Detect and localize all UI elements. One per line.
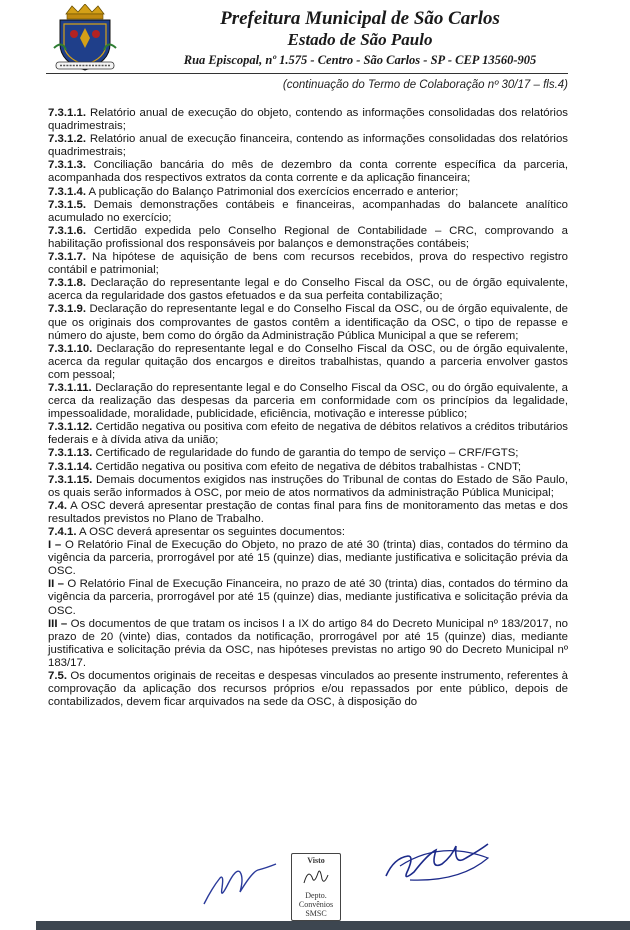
clause-paragraph [48,578,568,617]
clause-number: 7.3.1.9. [48,303,86,316]
clause-number: 7.4. [48,499,67,512]
header-divider [46,73,568,74]
continuation-note: (continuação do Termo de Colaboração nº 30/17 – fls.4) [282,79,568,91]
clause-number: I – [48,539,62,552]
clause-text: Declaração do representante legal e do Conselho Fiscal da OSC, ou de órgão equivalente, de que os originais dos comprovantes de gastos contêm a identificação da OSC, o tipo de repasse e número do ajuste, bem como do órgão da Administração Pública Municipal a que se referem; [48,303,568,342]
clause-number: 7.3.1.15. [48,473,93,486]
clause-number: 7.5. [48,670,67,683]
clause-text: Demais documentos exigidos nas instruções do Tribunal de contas do Estado de São Paulo, os quais serão informados à OSC, por meio de atos normativos da administração Pública Municipal; [48,473,569,499]
clause-paragraph [48,670,568,709]
clause-paragraph [48,382,568,421]
clause-text: A OSC deverá apresentar os seguintes documentos: [79,526,345,538]
clause-text: Demais demonstrações contábeis e financeiras, acompanhadas do balancete analítico acumulado no exercício; [48,198,568,224]
clause-number: 7.3.1.3. [48,159,86,172]
clause-paragraph [48,303,568,342]
clause-paragraph [48,447,568,460]
clause-number: 7.3.1.4. [48,185,86,198]
scan-edge-bar [36,921,630,930]
clause-text: O Relatório Final de Execução Financeira, no prazo de até 30 (trinta) dias, contados do término da vigência da parceria, prorrogável por até 15 (quinze) dias, mediante justificativa e solicitação prévia da OSC. [48,578,568,617]
clause-text: Declaração do representante legal e do Conselho Fiscal da OSC, ou de órgão equivalente, acerca da regularidade dos gastos efetuados e da sua perfeita contabilização; [48,277,568,303]
signature-left [200,858,280,908]
clause-paragraph [48,159,568,185]
clause-text: Certidão negativa ou positiva com efeito de negativa de débitos trabalhistas - CNDT; [95,460,522,473]
clause-paragraph [48,133,568,159]
clause-text: O Relatório Final de Execução do Objeto, no prazo de até 30 (trinta) dias, contados do término da vigência da parceria, prorrogável por até 15 (quinze) dias, mediante justificativa e solicitação prévia da OSC. [48,539,569,578]
clause-number: 7.3.1.10. [48,342,93,355]
clause-paragraph [48,225,568,251]
clause-number: 7.3.1.11. [48,381,92,394]
letterhead [120,8,600,68]
stamp-line2: Convênios [298,900,334,909]
clause-paragraph [48,461,568,474]
clause-text: A OSC deverá apresentar prestação de contas final para fins de monitoramento das metas e dos resultados previstos no Plano de Trabalho. [48,499,568,525]
clause-paragraph [48,343,568,382]
clause-number: 7.3.1.5. [48,198,86,211]
clause-text: Os documentos originais de receitas e despesas vinculados ao presente instrumento, referentes à comprovação da aplicação dos recursos próprios e/ou repassados por ente público, depois de contabilizados, devem ficar arquivados na sede da OSC, à disposição do [48,670,568,709]
clause-number: 7.3.1.2. [48,133,86,146]
clause-number: 7.3.1.12. [48,421,93,434]
letterhead-title: Prefeitura Municipal de São Carlos [220,8,500,29]
clause-text: Declaração do representante legal e do Conselho Fiscal da OSC, ou do órgão equivalente, a cerca da realização das despesas da parceria em conformidade com os princípios da legalidade, impessoalidade, moralidade, publicidade, eficiência, motivação e interesse público; [48,381,568,421]
stamp-line3: SMSC [305,909,327,918]
clause-paragraph [48,421,568,447]
stamp-line1: Depto. [305,891,327,900]
clause-text: Certidão expedida pelo Conselho Regional de Contabilidade – CRC, comprovando a habilitação profissional dos responsáveis por balanços e demonstrações contábeis; [48,224,568,250]
stamp-visto: Visto [307,856,325,865]
clause-number: 7.3.1.1. [48,107,86,119]
letterhead-subtitle: Estado de São Paulo [287,30,433,49]
clause-text: Os documentos de que tratam os incisos I a IX do artigo 84 do Decreto Municipal nº 183/2017, no prazo de 20 (vinte) dias, contados da notificação, prorrogável por até 15 (quinze) dias, mediante justificativa e solicitação prévia da OSC, nas hipóteses previstas no artigo 90 do Decreto Municipal nº 183/17. [48,617,569,669]
approval-stamp [291,853,341,921]
clause-text: Relatório anual de execução financeira, contendo as informações consolidadas dos relatórios quadrimestrais; [48,133,568,159]
letterhead-address: Rua Episcopal, nº 1.575 - Centro - São Carlos - SP - CEP 13560-905 [183,53,537,67]
clause-text: Certidão negativa ou positiva com efeito de negativa de débitos relativos a créditos tributários federais e à dívida ativa da união; [48,421,569,447]
clause-text: Na hipótese de aquisição de bens com recursos recebidos, prova do respectivo registro contábil e patrimonial; [48,251,569,277]
clause-text: Relatório anual de execução do objeto, contendo as informações consolidadas dos relatórios quadrimestrais; [48,107,568,133]
clause-text: Certificado de regularidade do fundo de garantia do tempo de serviço – CRF/FGTS; [95,447,519,460]
document-body [48,107,568,709]
clause-number: 7.3.1.8. [48,277,86,290]
signature-right [380,836,495,894]
clause-paragraph [48,618,568,670]
clause-number: 7.4.1. [48,526,77,538]
clause-paragraph [48,186,568,199]
clause-paragraph [48,277,568,303]
clause-number: 7.3.1.14. [48,460,93,473]
clause-paragraph [48,500,568,526]
clause-paragraph [48,526,568,539]
clause-text: Declaração do representante legal e do Conselho Fiscal da OSC, ou de órgão equivalente, acerca da regular quitação dos encargos e direitos trabalhistas, quando a parceria envolver gastos com pessoal; [48,342,568,381]
clause-paragraph [48,474,568,500]
clause-number: II – [48,578,65,591]
clause-paragraph [48,539,568,578]
clause-number: 7.3.1.13. [48,447,93,460]
clause-paragraph [48,107,568,133]
clause-text: Conciliação bancária do mês de dezembro da conta corrente específica da parceria, acompanhada dos respectivos extratos da conta corrente e da aplicação financeira; [48,159,568,185]
municipal-crest-icon [52,4,118,74]
clause-number: III – [48,617,68,630]
clause-paragraph [48,199,568,225]
clause-number: 7.3.1.6. [48,224,86,237]
stamp-initials [294,865,338,889]
clause-paragraph [48,251,568,277]
clause-text: A publicação do Balanço Patrimonial dos exercícios encerrado e anterior; [88,185,459,198]
clause-number: 7.3.1.7. [48,251,86,264]
